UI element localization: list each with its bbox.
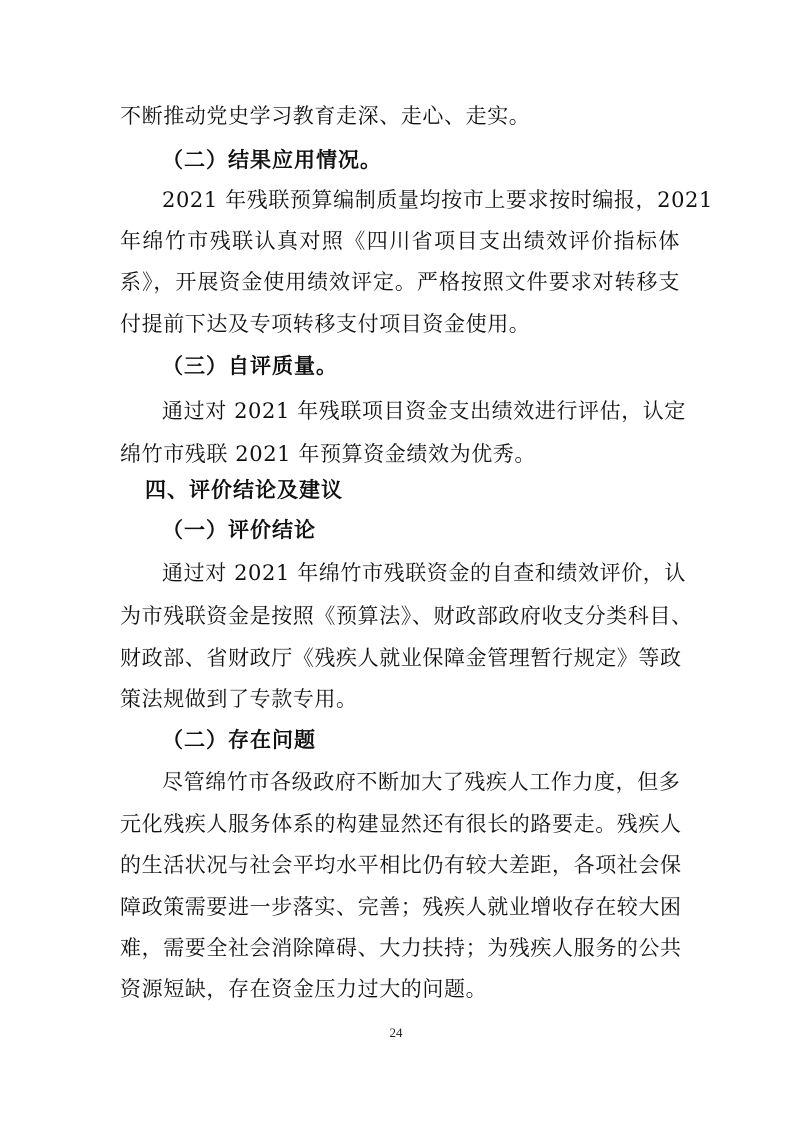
paragraph-results-line: 付提前下达及专项转移支付项目资金使用。 [120,312,531,336]
paragraph-conclusion-line: 为市残联资金是按照《预算法》、财政部政府收支分类科目、 [120,604,693,628]
paragraph-continuation-line: 不断推动党史学习教育走深、走心、走实。 [120,104,531,128]
page-number: 24 [389,1025,403,1040]
paragraph-problems-line: 元化残疾人服务体系的构建显然还有很长的路要走。残疾人 [120,812,682,836]
paragraph-problems-line: 难，需要全社会消除障碍、大力扶持；为残疾人服务的公共 [120,936,682,960]
paragraph-results-line: 年绵竹市残联认真对照《四川省项目支出绩效评价指标体 [120,229,680,253]
heading-self-evaluation-quality: （三）自评质量。 [162,354,338,378]
heading-evaluation-conclusion: （一）评价结论 [162,518,316,542]
paragraph-problems-line: 障政策需要进一步落实、完善；残疾人就业增收存在较大困 [120,895,682,919]
paragraph-results-line: 系》，开展资金使用绩效评定。严格按照文件要求对转移支 [120,270,680,294]
paragraph-quality-line: 通过对 2021 年残联项目资金支出绩效进行评估，认定 [162,399,686,423]
heading-section-four: 四、评价结论及建议 [145,478,343,502]
heading-results-application: （二）结果应用情况。 [162,148,382,172]
paragraph-problems-line: 尽管绵竹市各级政府不断加大了残疾人工作力度，但多 [162,770,681,794]
paragraph-conclusion-line: 策法规做到了专款专用。 [120,687,358,711]
paragraph-conclusion-line: 财政部、省财政厅《残疾人就业保障金管理暂行规定》等政 [120,646,682,670]
paragraph-problems-line: 资源短缺，存在资金压力过大的问题。 [120,977,488,1001]
paragraph-problems-line: 的生活状况与社会平均水平相比仍有较大差距，各项社会保 [120,853,682,877]
heading-existing-problems: （二）存在问题 [162,728,316,752]
paragraph-conclusion-line: 通过对 2021 年绵竹市残联资金的自查和绩效评价，认 [162,561,686,585]
paragraph-results-line: 2021 年残联预算编制质量均按市上要求按时编报，2021 [162,188,713,212]
paragraph-quality-line: 绵竹市残联 2021 年预算资金绩效为优秀。 [120,442,536,466]
